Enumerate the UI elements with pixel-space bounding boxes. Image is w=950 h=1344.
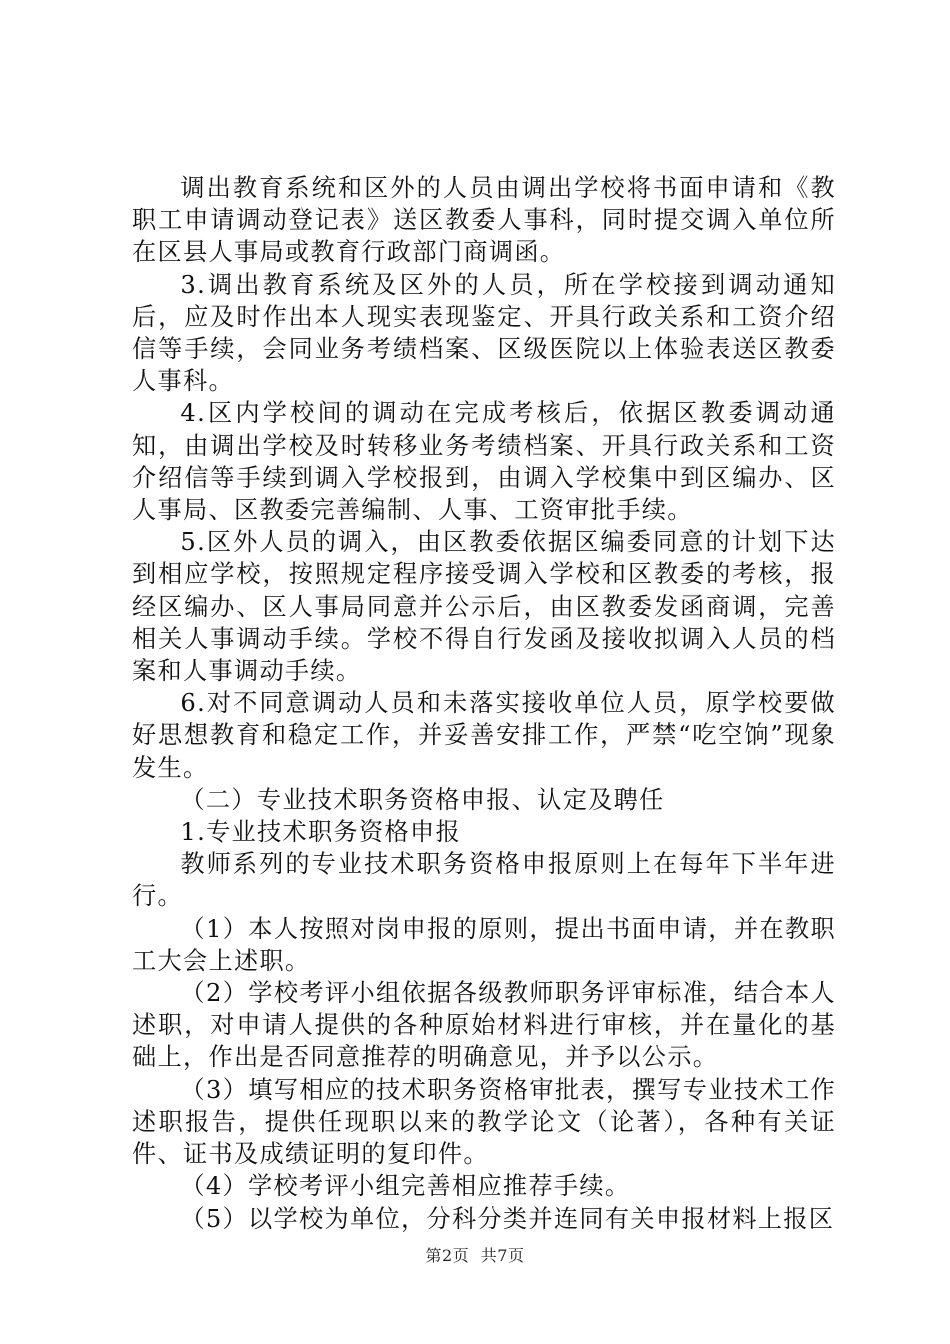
list-item: （1）本人按照对岗申报的原则，提出书面申请，并在教职工大会上述职。: [132, 914, 836, 975]
list-item: （2）学校考评小组依据各级教师职务评审标准，结合本人述职，对申请人提供的各种原始材料进行审核，并在量化的基础上，作出是否同意推荐的明确意见，并予以公示。: [132, 979, 836, 1072]
list-item: （4）学校考评小组完善相应推荐手续。: [180, 1172, 631, 1201]
document-body: [132, 172, 836, 1235]
list-item: （5）以学校为单位，分科分类并连同有关申报材料上报区: [180, 1204, 835, 1233]
paragraph: 3.调出教育系统及区外的人员，所在学校接到调动通知后，应及时作出本人现实表现鉴定、开具行政关系和工资介绍信等手续，会同业务考绩档案、区级医院以上体验表送区教委人事科。: [132, 270, 836, 396]
paragraph: 6.对不同意调动人员和未落实接收单位人员，原学校要做好思想教育和稳定工作，并妥善安排工作，严禁“吃空饷”现象发生。: [132, 689, 836, 782]
list-item: （3）填写相应的技术职务资格审批表，撰写专业技术工作述职报告，提供任现职以来的教学论文（论著），各种有关证件、证书及成绩证明的复印件。: [132, 1075, 836, 1169]
section-heading: （二）专业技术职务资格申报、认定及聘任: [180, 785, 665, 814]
page-total: 共7页: [480, 1246, 525, 1265]
paragraph: 教师系列的专业技术职务资格申报原则上在每年下半年进行。: [132, 850, 836, 911]
paragraph: 5.区外人员的调入，由区教委依据区编委同意的计划下达到相应学校，按照规定程序接受调入学校和区教委的考核，报经区编办、区人事局同意并公示后，由区教委发函商调，完善相关人事调动手续。学校不得自行发函及接收拟调入人员的档案和人事调动手续。: [132, 528, 836, 686]
page-number: 第2页: [425, 1246, 470, 1265]
page-footer: [0, 1243, 950, 1266]
paragraph: 4.区内学校间的调动在完成考核后，依据区教委调动通知，由调出学校及时转移业务考绩档案、开具行政关系和工资介绍信等手续到调入学校报到，由调入学校集中到区编办、区人事局、区教委完善编制、人事、工资审批手续。: [132, 399, 836, 525]
paragraph: 调出教育系统和区外的人员由调出学校将书面申请和《教职工申请调动登记表》送区教委人事科，同时提交调入单位所在区县人事局或教育行政部门商调函。: [132, 174, 836, 267]
subsection-heading: 1.专业技术职务资格申报: [180, 818, 461, 847]
